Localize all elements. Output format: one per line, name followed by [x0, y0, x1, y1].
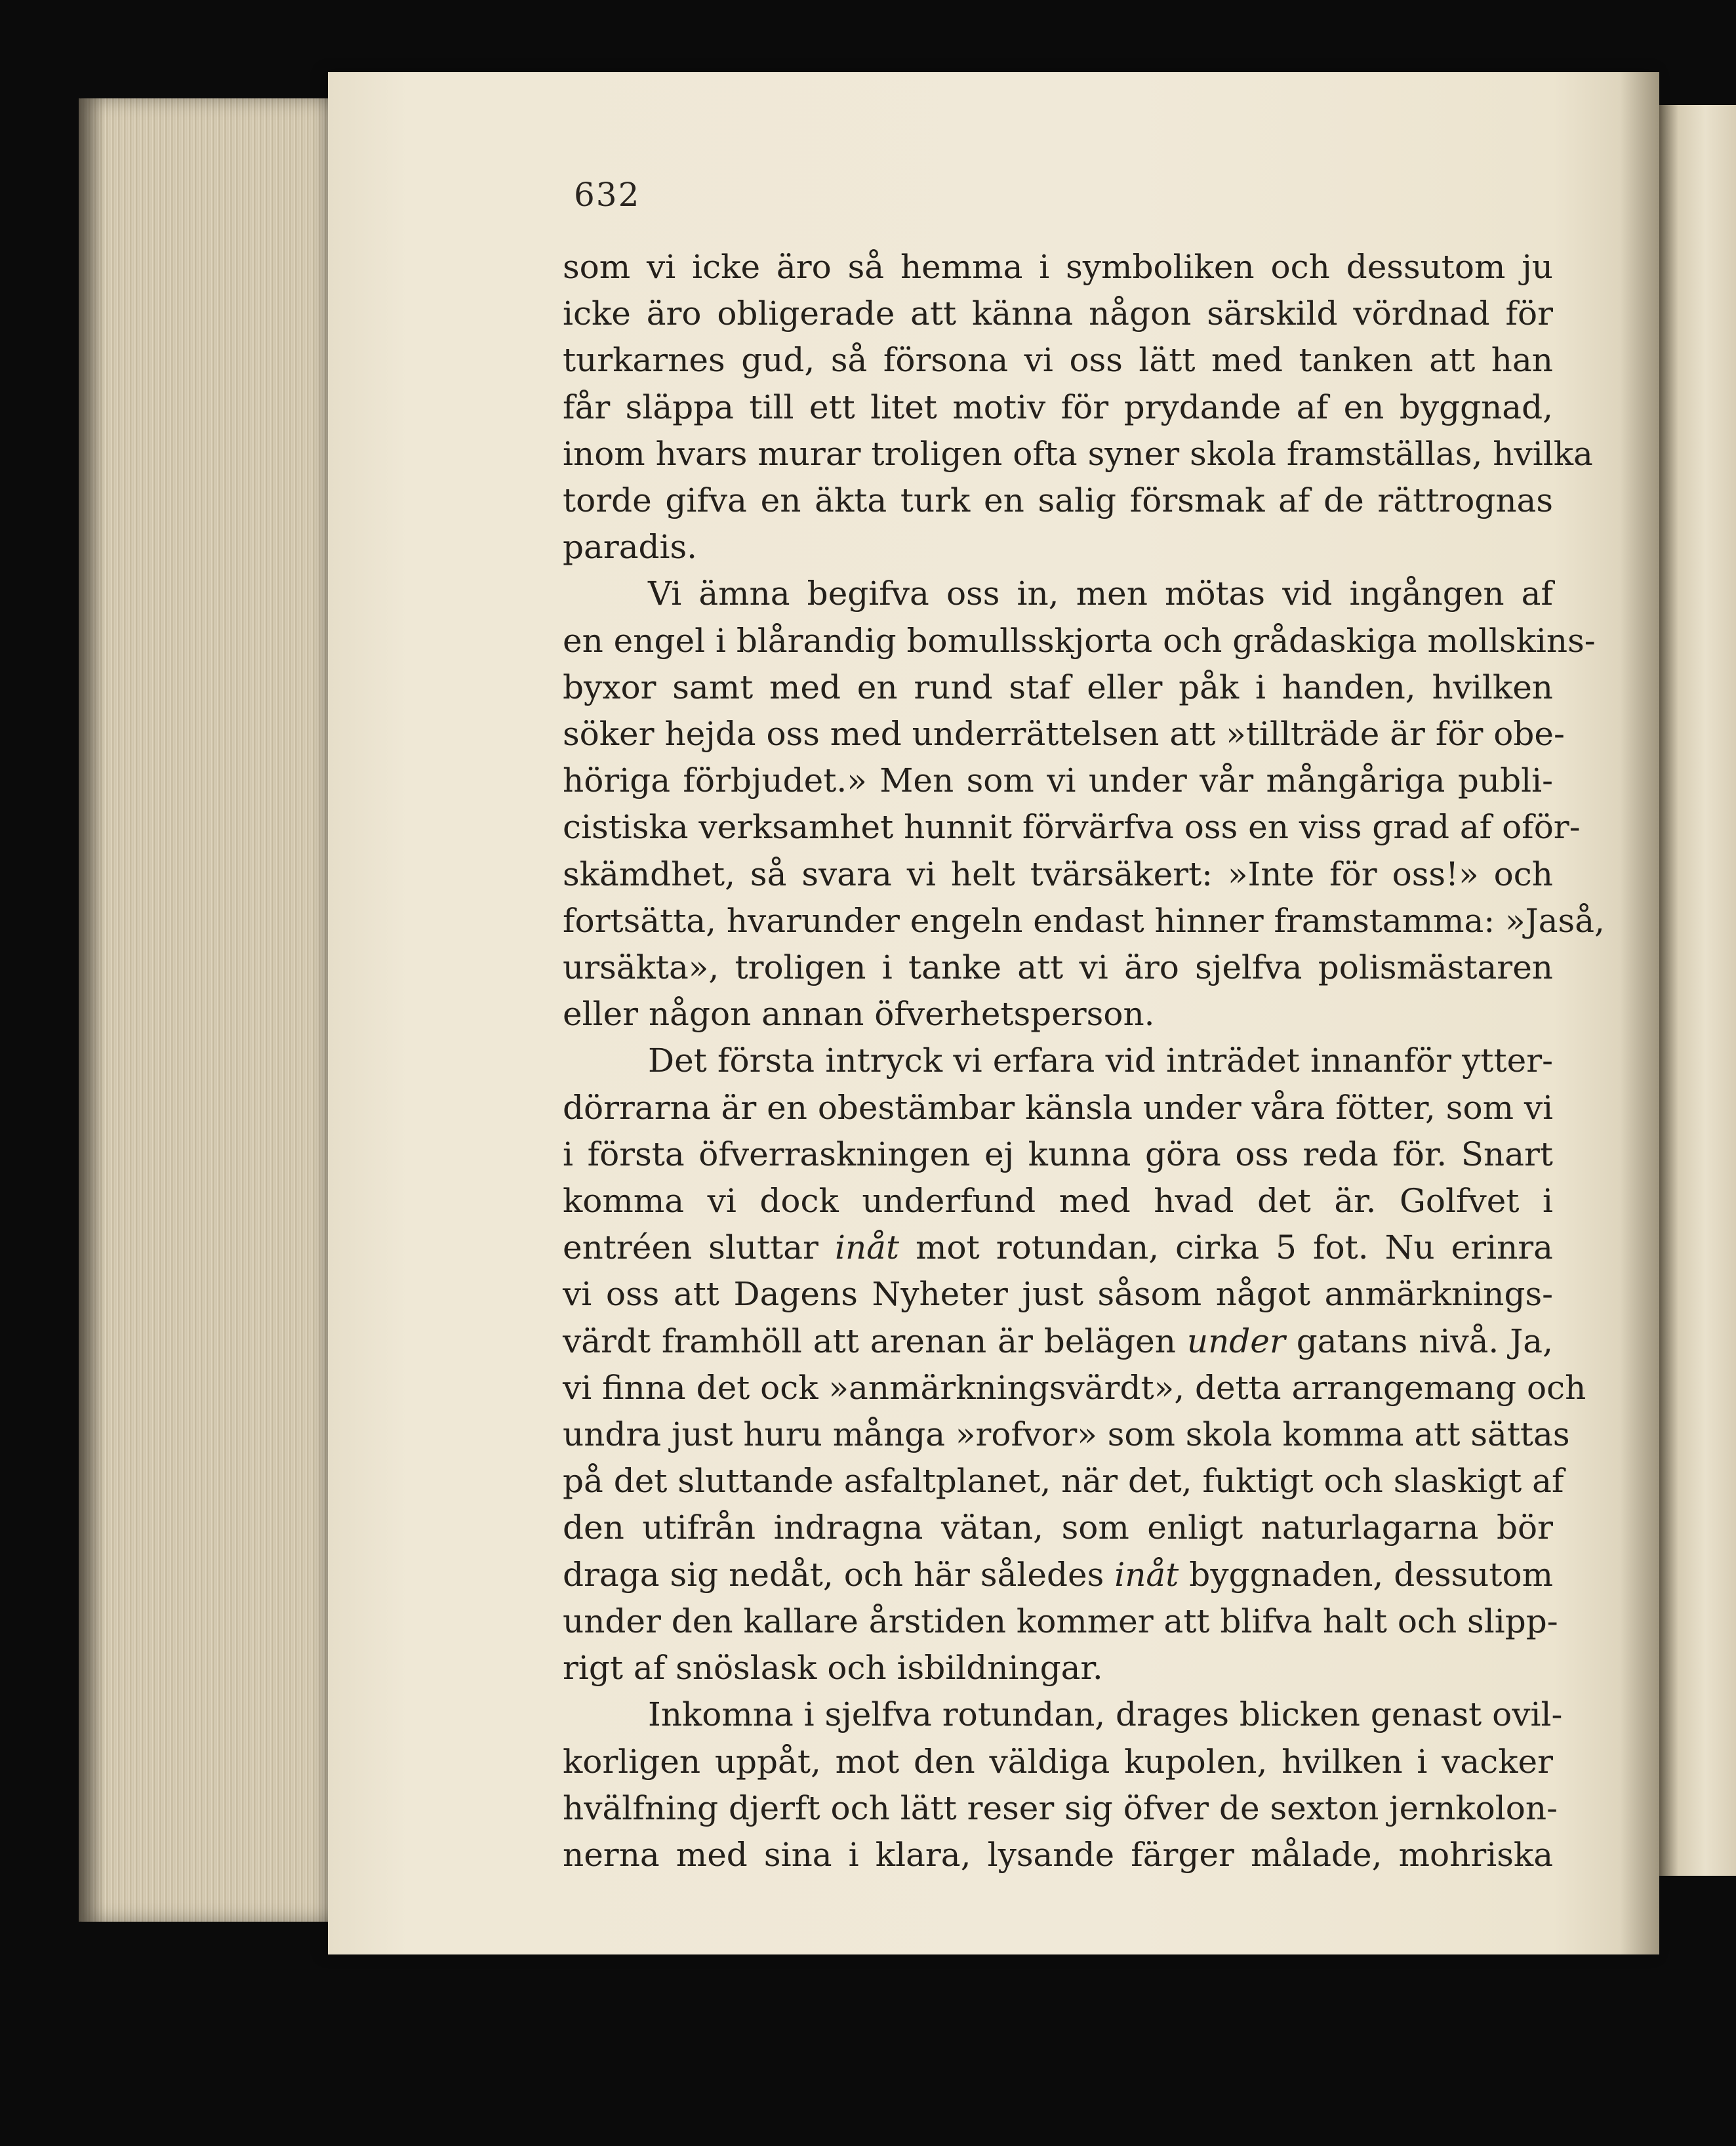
text-line: fortsätta, hvarunder engeln endast hinner framstamma: »Jaså, [563, 901, 1605, 940]
text-segment: draga sig nedåt, och här således [563, 1555, 1115, 1594]
text-line: dörrarna är en obestämbar känsla under våra fötter, som vi [563, 1088, 1554, 1127]
text-line: under den kallare årstiden kommer att blifva halt och slipp- [563, 1602, 1558, 1640]
text-line: komma vi dock underfund med hvad det är. Golfvet i [563, 1182, 1553, 1221]
text-line: byxor samt med en rund staf eller påk i handen, hvilken [563, 668, 1553, 706]
text-line: rigt af snöslask och isbildningar. [563, 1649, 1103, 1688]
body-text [563, 244, 1605, 1878]
text-line: nerna med sina i klara, lysande färger målade, mohriska [563, 1835, 1553, 1874]
text-line: Inkomna i sjelfva rotundan, drages blicken genast ovil- [648, 1695, 1563, 1734]
text-line: som vi icke äro så hemma i symboliken och dessutom ju [563, 248, 1553, 286]
text-line: paradis. [563, 528, 698, 567]
text-line: turkarnes gud, så försona vi oss lätt med tanken att han [563, 341, 1553, 380]
text-line [563, 1318, 1553, 1365]
text-segment: värdt framhöll att arenan är belägen [563, 1322, 1187, 1360]
text-line: vi finna det ock »anmärkningsvärdt», detta arrangemang och [563, 1368, 1586, 1407]
emphasis: inåt [834, 1228, 900, 1267]
facing-page-edge [1659, 105, 1736, 1876]
text-segment: gatans nivå. Ja, [1285, 1322, 1553, 1360]
text-segment: mot rotundan, cirka 5 fot. Nu erinra [899, 1228, 1553, 1267]
text-line: en engel i blårandig bomullsskjorta och grådaskiga mollskins- [563, 621, 1596, 660]
text-line: skämdhet, så svara vi helt tvärsäkert: »Inte för oss!» och [563, 855, 1553, 893]
text-line: inom hvars murar troligen ofta syner skola framställas, hvilka [563, 434, 1593, 473]
page-block-edges [79, 98, 354, 1922]
page-number: 632 [574, 176, 641, 214]
text-line: får släppa till ett litet motiv för prydande af en byggnad, [563, 388, 1553, 426]
text-line: eller någon annan öfverhetsperson. [563, 995, 1155, 1034]
text-line: korligen uppåt, mot den väldiga kupolen, hvilken i vacker [563, 1742, 1553, 1781]
text-line: på det sluttande asfaltplanet, när det, fuktigt och slaskigt af [563, 1462, 1564, 1501]
text-line: den utifrån indragna vätan, som enligt naturlagarna bör [563, 1508, 1553, 1547]
text-line: torde gifva en äkta turk en salig försmak af de rättrognas [563, 481, 1553, 520]
text-line: Vi ämna begifva oss in, men mötas vid ingången af [648, 575, 1553, 613]
text-line: cistiska verksamhet hunnit förvärfva oss en viss grad af oför- [563, 808, 1581, 847]
emphasis: inåt [1114, 1555, 1179, 1594]
text-line [563, 1225, 1553, 1271]
text-line: icke äro obligerade att känna någon särskild vördnad för [563, 294, 1553, 333]
text-line: söker hejda oss med underrättelsen att »tillträde är för obe- [563, 715, 1565, 754]
text-segment: entréen sluttar [563, 1228, 835, 1267]
text-line [563, 1552, 1553, 1598]
text-segment: byggnaden, dessutom [1179, 1555, 1553, 1594]
text-line: höriga förbjudet.» Men som vi under vår mångåriga publi- [563, 761, 1553, 800]
text-line: undra just huru många »rofvor» som skola komma att sättas [563, 1415, 1570, 1454]
text-line: ursäkta», troligen i tanke att vi äro sjelfva polismästaren [563, 948, 1553, 987]
text-line: i första öfverraskningen ej kunna göra oss reda för. Snart [563, 1135, 1553, 1173]
text-line: hvälfning djerft och lätt reser sig öfver de sexton jernkolon- [563, 1789, 1558, 1827]
text-line: Det första intryck vi erfara vid inträdet innanför ytter- [648, 1042, 1553, 1080]
emphasis: under [1186, 1322, 1285, 1360]
text-line: vi oss att Dagens Nyheter just såsom något anmärknings- [563, 1275, 1553, 1314]
